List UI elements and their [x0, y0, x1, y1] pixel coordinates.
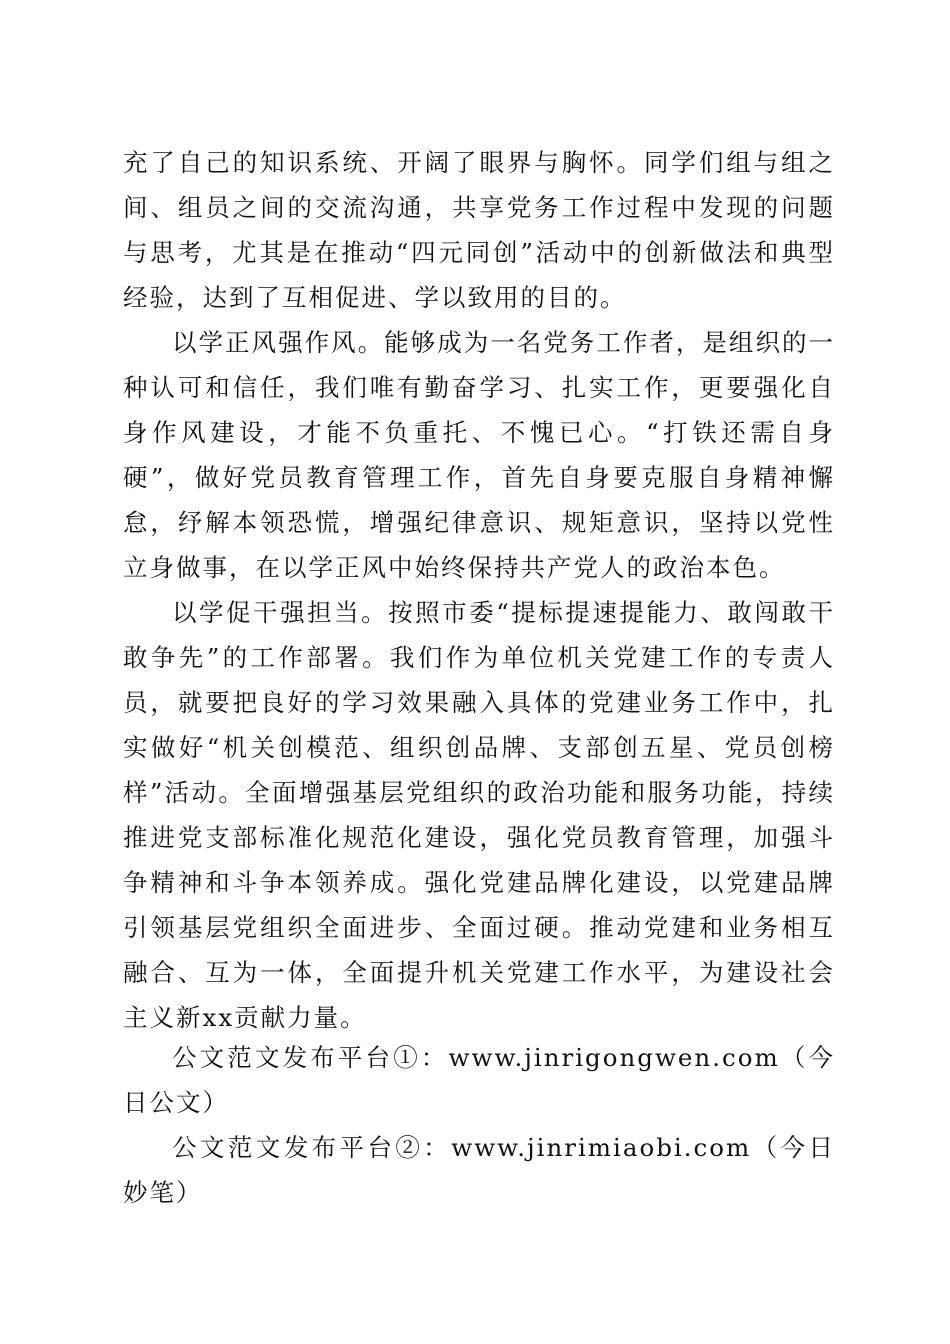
paragraph-continuation: 充了自己的知识系统、开阔了眼界与胸怀。同学们组与组之间、组员之间的交流沟通，共享党务工作过程中发现的问题与思考，尤其是在推动“四元同创”活动中的创新做法和典型经验，达到了互相促进、学以致用的目的。	[123, 148, 835, 312]
paragraph-study-action: 以学促干强担当。按照市委“提标提速提能力、敢闯敢干敢争先”的工作部署。我们作为单位机关党建工作的专责人员，就要把良好的学习效果融入具体的党建业务工作中，扎实做好“机关创模范、组织创品牌、支部创五星、党员创榜样”活动。全面增强基层党组织的政治功能和服务功能，持续推进党支部标准化规范化建设，强化党员教育管理，加强斗争精神和斗争本领养成。强化党建品牌化建设，以党建品牌引领基层党组织全面进步、全面过硬。推动党建和业务相互融合、互为一体，全面提升机关党建工作水平，为建设社会主义新xx贡献力量。	[123, 598, 835, 1032]
platform-link-2: 公文范文发布平台②：www.jinrimiaobi.com（今日妙笔）	[123, 1133, 835, 1207]
platform-link-1: 公文范文发布平台①：www.jinrigongwen.com（今日公文）	[123, 1043, 835, 1117]
paragraph-study-style: 以学正风强作风。能够成为一名党务工作者，是组织的一种认可和信任，我们唯有勤奋学习、扎实工作，更要强化自身作风建设，才能不负重托、不愧已心。“打铁还需自身硬”，做好党员教育管理工作，首先自身要克服自身精神懈怠，纾解本领恐慌，增强纪律意识、规矩意识，坚持以党性立身做事，在以学正风中始终保持共产党人的政治本色。	[123, 328, 835, 582]
